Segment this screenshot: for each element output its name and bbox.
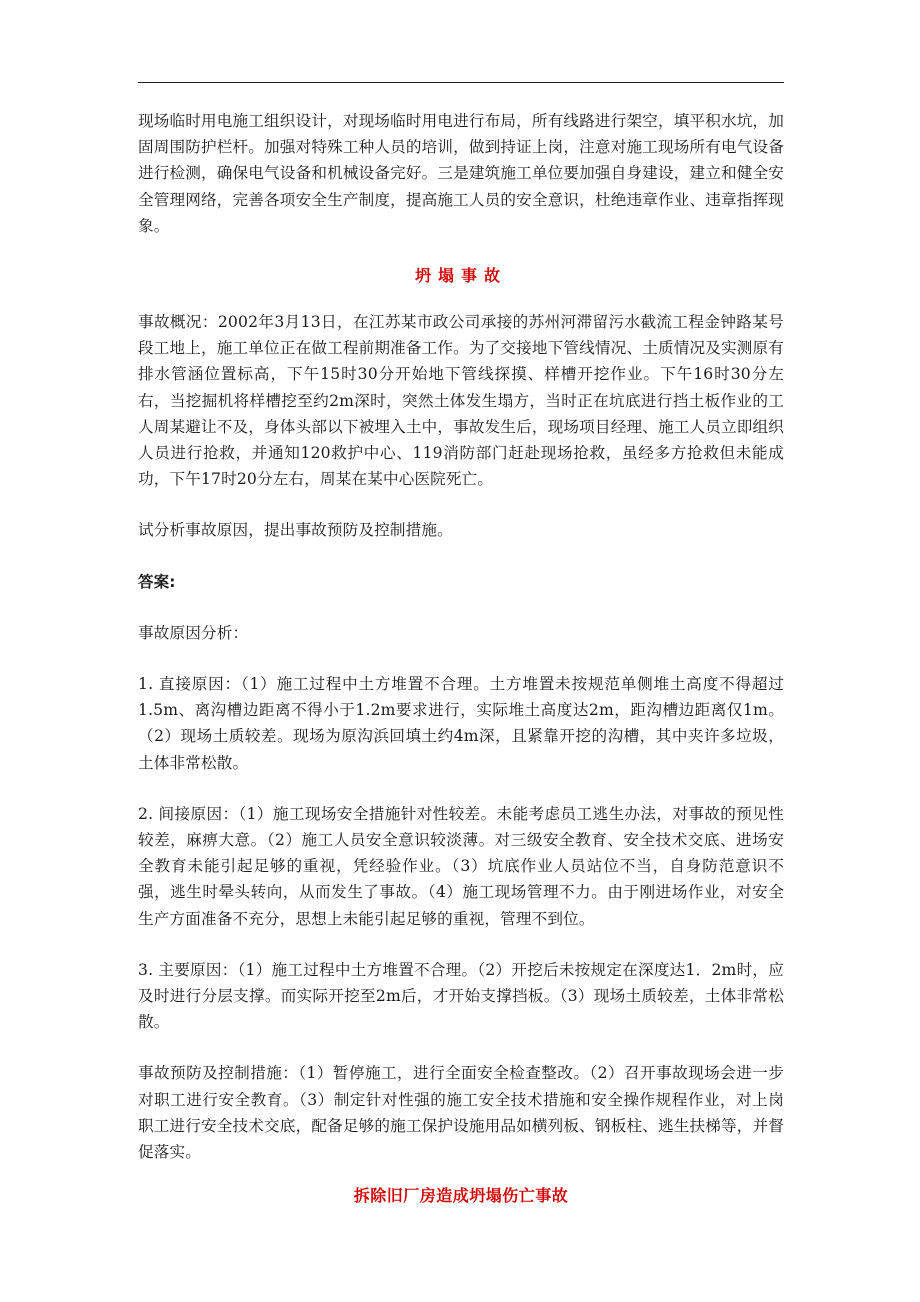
accident-overview-paragraph: 事故概况：2002年3月13日，在江苏某市政公司承接的苏州河滞留污水截流工程金钟路某号段工地上，施工单位正在做工程前期准备工作。为了交接地下管线情况、土质情况及实测原有排水管涵位置标高，下午15时30分开始地下管线探摸、样槽开挖作业。下午16时30分左右，当挖掘机将样槽挖至约2m深时，突然土体发生塌方，当时正在坑底进行挡土板作业的工人周某避让不及，身体头部以下被埋入土中，事故发生后，现场项目经理、施工人员立即组织人员进行抢救，并通知120救护中心、119消防部门赶赴现场抢救，虽经多方抢救但未能成功，下午17时20分左右，周某在某中心医院死亡。 [138, 313, 784, 489]
document-body [138, 108, 784, 1209]
answer-label: 答案: [138, 572, 176, 591]
question-paragraph: 试分析事故原因，提出事故预防及控制措施。 [138, 521, 453, 540]
header-rule [138, 82, 784, 83]
indirect-cause-paragraph: 2. 间接原因：（1）施工现场安全措施针对性较差。未能考虑员工逃生办法，对事故的预见性较差，麻痹大意。（2）施工人员安全意识较淡薄。对三级安全教育、安全技术交底、进场安全教育未能引起足够的重视，凭经验作业。（3）坑底作业人员站位不当，自身防范意识不强，逃生时晕头转向，从而发生了事故。（4）施工现场管理不力。由于刚进场作业，对安全生产方面准备不充分，思想上未能引起足够的重视，管理不到位。 [138, 804, 784, 928]
intro-paragraph: 现场临时用电施工组织设计，对现场临时用电进行布局，所有线路进行架空，填平积水坑，加固周围防护栏杆。加强对特殊工种人员的培训，做到持证上岗，注意对施工现场所有电气设备进行检测，确保电气设备和机械设备完好。三是建筑施工单位要加强自身建设，建立和健全安全管理网络，完善各项安全生产制度，提高施工人员的安全意识，杜绝违章作业、违章指挥现象。 [138, 112, 784, 235]
direct-cause-paragraph: 1. 直接原因：（1）施工过程中土方堆置不合理。土方堆置未按规范单侧堆土高度不得超过1.5m、离沟槽边距离不得小于1.2m要求进行，实际堆土高度达2m，距沟槽边距离仅1m。（2）现场土质较差。现场为原沟浜回填土约4m深，且紧靠开挖的沟槽，其中夹许多垃圾，土体非常松散。 [138, 675, 784, 772]
cause-analysis-heading: 事故原因分析： [138, 623, 249, 642]
section-title-collapse-accident: 坍塌事故 [414, 266, 507, 286]
prevention-measures-paragraph: 事故预防及控制措施：（1）暂停施工，进行全面安全检查整改。（2）召开事故现场会进一步对职工进行安全教育。（3）制定针对性强的施工安全技术措施和安全操作规程作业，对上岗职工进行安全技术交底，配备足够的施工保护设施用品如横列板、钢板柱、逃生扶梯等，并督促落实。 [138, 1064, 784, 1162]
section-title-demolition-accident: 拆除旧厂房造成坍塌伤亡事故 [353, 1186, 569, 1206]
main-cause-paragraph: 3. 主要原因：（1）施工过程中土方堆置不合理。（2）开挖后未按规定在深度达1．2m时，应及时进行分层支撑。而实际开挖至2m后，才开始支撑挡板。（3）现场土质较差，土体非常松散。 [138, 960, 784, 1032]
